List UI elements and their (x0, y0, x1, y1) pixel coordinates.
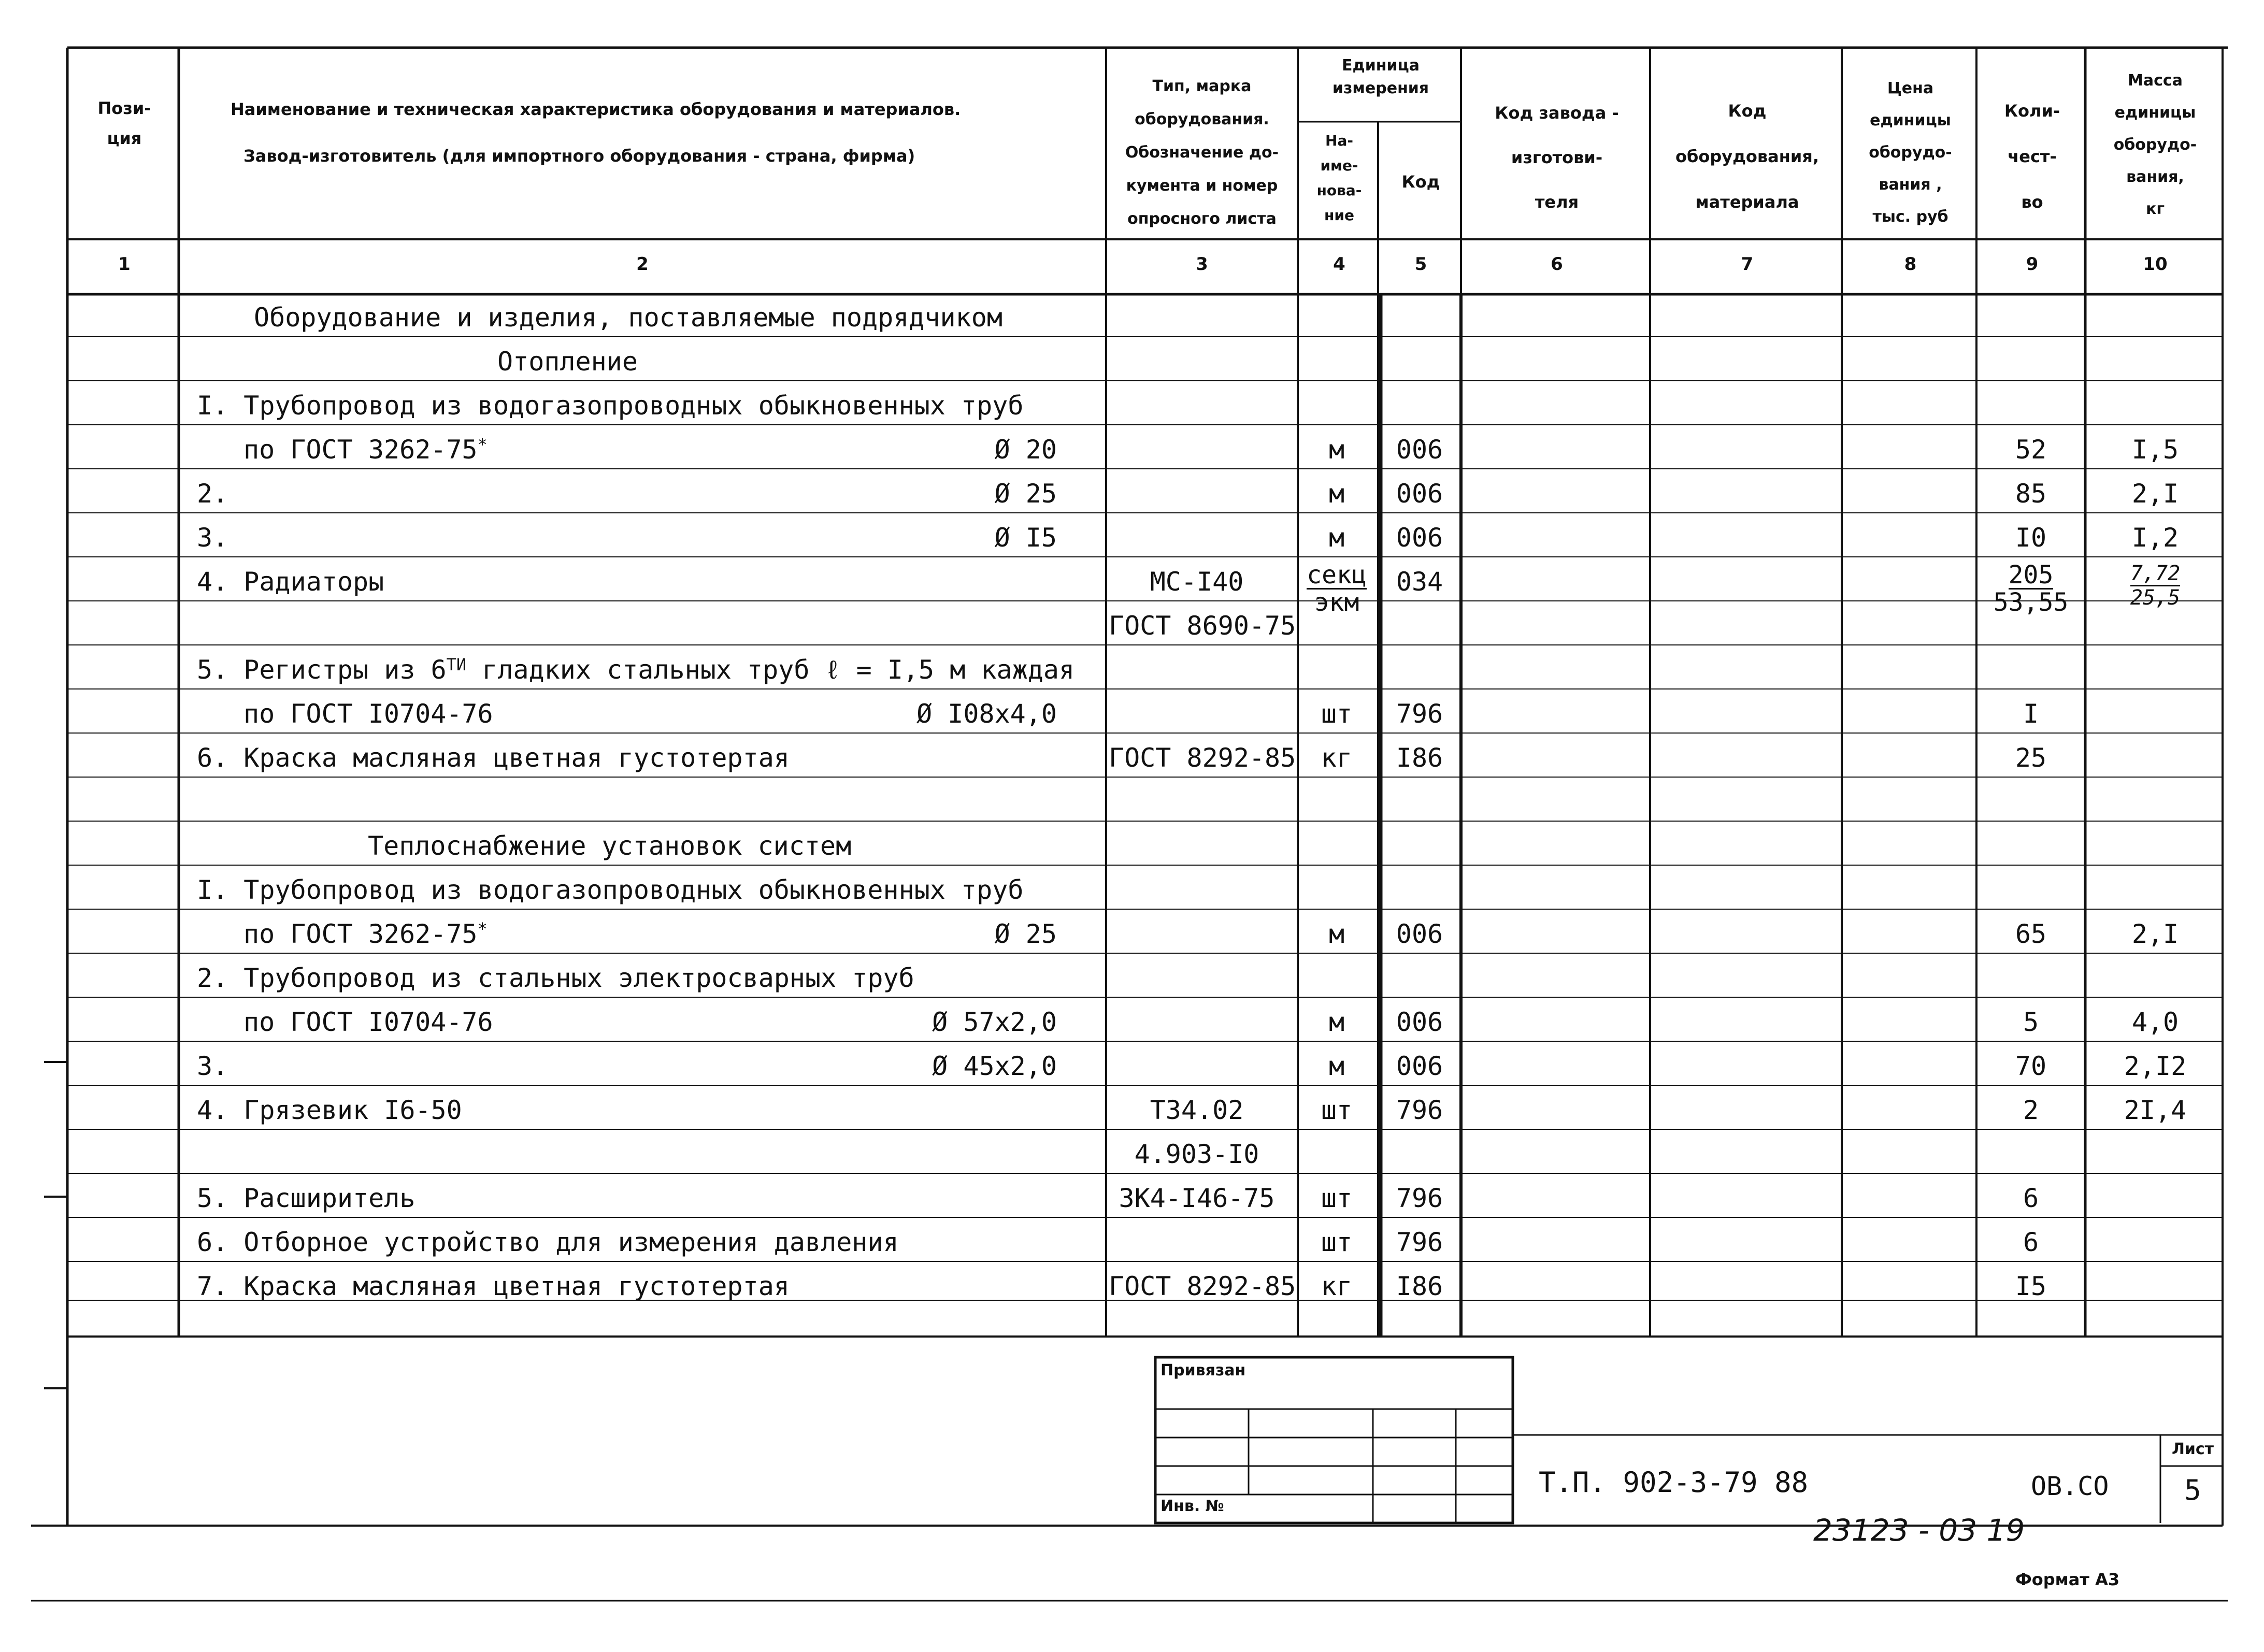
row-name: 5. Регистры из $6^{ТИ}$ гладких стальных труб ℓ = I,5 м каждая (197, 655, 1075, 685)
row-pipe-size: Ø 57х2,0 (932, 1007, 1057, 1037)
row-mass-bottom: 25,5 (2130, 586, 2181, 610)
row-name: 6. Краска масляная цветная густотертая (197, 743, 790, 773)
row-unit-code: 796 (1396, 1227, 1443, 1257)
col-number-7: 7 (1741, 254, 1754, 275)
row-quantity: I5 (2015, 1271, 2047, 1301)
row-pipe-size: Ø I08х4,0 (916, 699, 1057, 729)
row-unit-code: 796 (1396, 1095, 1443, 1125)
row-type: 4.903-I0 (1134, 1139, 1259, 1169)
row-name: 4. Грязевик I6-50 (197, 1095, 462, 1125)
row-quantity: 65 (2015, 919, 2047, 949)
row-unit: кг (1321, 743, 1353, 773)
row-unit-fraction (1295, 562, 1378, 615)
row-name: по ГОСТ I0704-76 (243, 699, 493, 729)
row-quantity-top: 205 (2008, 561, 2054, 590)
row-unit: шт (1321, 699, 1353, 729)
row-name: 4. Радиаторы (197, 567, 384, 597)
col-number-1: 1 (118, 254, 131, 275)
row-quantity: I (2023, 699, 2039, 729)
row-unit-code: 006 (1396, 435, 1443, 465)
row-quantity: 2 (2023, 1095, 2039, 1125)
row-name: 7. Краска масляная цветная густотертая (197, 1271, 790, 1301)
row-name: 5. Расширитель (197, 1183, 415, 1213)
row-mass: I,5 (2131, 435, 2179, 465)
row-unit-code: 796 (1396, 1183, 1443, 1213)
row-mass: I,2 (2131, 523, 2179, 553)
header-col5: Код (1401, 172, 1440, 192)
row-type: Т34.02 (1150, 1095, 1244, 1125)
row-quantity: 25 (2015, 743, 2047, 773)
row-type: ГОСТ 8690-75 (1109, 611, 1296, 641)
row-quantity: 52 (2015, 435, 2047, 465)
row-type: ГОСТ 8292-85 (1109, 1271, 1296, 1301)
row-name-superscript: * (477, 919, 488, 939)
header-col45-group: Единица измерения (1332, 56, 1429, 97)
header-col7: Код оборудования, материала (1675, 101, 1819, 212)
row-pipe-size: Ø 20 (994, 435, 1057, 465)
row-quantity-fraction (1984, 562, 2077, 615)
col-number-9: 9 (2026, 254, 2039, 275)
row-name: по ГОСТ 3262-75* (243, 435, 488, 465)
row-name: по ГОСТ I0704-76 (243, 1007, 493, 1037)
stamp-sheet-label: Лист (2171, 1440, 2214, 1458)
row-quantity: 5 (2023, 1007, 2039, 1037)
header-col1: Пози- ция (97, 98, 151, 148)
row-quantity: 85 (2015, 479, 2047, 509)
row-unit-top: секц (1307, 561, 1367, 590)
col-number-8: 8 (1904, 254, 1917, 275)
header-col6: Код завода - изготови- теля (1495, 103, 1619, 212)
header-col8: Цена единицы оборудо- вания , тыс. руб (1869, 79, 1952, 226)
row-name-tail: гладких стальных труб ℓ = I,5 м каждая (466, 655, 1075, 685)
row-unit-code: 006 (1396, 919, 1443, 949)
row-quantity: 6 (2023, 1227, 2039, 1257)
row-quantity: 70 (2015, 1051, 2047, 1081)
col-number-6: 6 (1551, 254, 1563, 275)
stamp-sheet-number: 5 (2184, 1474, 2201, 1506)
row-quantity-bottom: 53,55 (1993, 588, 2069, 617)
row-name: 6. Отборное устройство для измерения давления (197, 1227, 899, 1257)
row-unit-code: 034 (1396, 567, 1443, 597)
col-number-3: 3 (1196, 254, 1208, 275)
col-number-5: 5 (1414, 254, 1427, 275)
header-col3: Тип, марка оборудования. Обозначение до- кумента и номер опросного листа (1125, 77, 1279, 228)
row-type: МС-I40 (1150, 567, 1244, 597)
row-name: 3. (197, 1051, 228, 1081)
row-unit-code: 006 (1396, 1051, 1443, 1081)
row-mass: 2,I (2131, 479, 2179, 509)
row-unit-code: 006 (1396, 1007, 1443, 1037)
row-type: ГОСТ 8292-85 (1109, 743, 1296, 773)
row-name: I. Трубопровод из водогазопроводных обыкновенных труб (197, 391, 1024, 421)
header-col2-line1: Наименование и техническая характеристика оборудования и материалов. (231, 99, 961, 119)
row-unit-code: 006 (1396, 479, 1443, 509)
row-name-superscript: * (477, 435, 488, 454)
row-quantity: 6 (2023, 1183, 2039, 1213)
row-unit-bottom: экм (1314, 588, 1359, 617)
row-name: 2. Трубопровод из стальных электросварных труб (197, 963, 914, 993)
row-unit: шт (1321, 1183, 1353, 1213)
row-name: Оборудование и изделия, поставляемые подрядчиком (254, 303, 1002, 333)
header-col2-line2: Завод-изготовитель (для импортного оборудования - страна, фирма) (243, 146, 915, 166)
row-name: 2. (197, 479, 228, 509)
document-code: Т.П. 902-3-79 88 (1539, 1466, 1809, 1499)
row-unit-code: 006 (1396, 523, 1443, 553)
row-mass: 2I,4 (2124, 1095, 2187, 1125)
row-unit: м (1328, 1051, 1345, 1081)
row-type: ЗК4-I46-75 (1119, 1183, 1275, 1213)
row-mass-top: 7,72 (2130, 562, 2181, 585)
row-pipe-size: Ø 45х2,0 (932, 1051, 1057, 1081)
header-col4: На- име- нова- ние (1316, 132, 1362, 224)
row-mass-fraction (2088, 562, 2223, 609)
format-label: Формат А3 (2015, 1570, 2120, 1589)
row-quantity: I0 (2015, 523, 2047, 553)
header-col9: Коли- чест- во (2004, 101, 2060, 212)
row-name: Отопление (497, 347, 638, 377)
row-unit-code: I86 (1396, 743, 1443, 773)
row-unit: м (1328, 479, 1345, 509)
row-name: Теплоснабжение установок систем (368, 831, 852, 861)
row-pipe-size: Ø I5 (994, 523, 1057, 553)
row-name-superscript: ТИ (446, 655, 467, 674)
header-col10: Масса единицы оборудо- вания, кг (2113, 71, 2197, 218)
row-unit: шт (1321, 1095, 1353, 1125)
row-pipe-size: Ø 25 (994, 919, 1057, 949)
col-number-4: 4 (1333, 254, 1345, 275)
row-unit: м (1328, 1007, 1345, 1037)
stamp-inv: Инв. № (1160, 1497, 1224, 1515)
row-mass: 2,I2 (2124, 1051, 2187, 1081)
row-unit: м (1328, 919, 1345, 949)
col-number-2: 2 (636, 254, 649, 275)
col-number-10: 10 (2143, 254, 2168, 275)
row-pipe-size: Ø 25 (994, 479, 1057, 509)
row-unit: кг (1321, 1271, 1353, 1301)
document-mark: ОВ.СО (2031, 1471, 2109, 1501)
row-unit-code: 796 (1396, 699, 1443, 729)
row-unit-code: I86 (1396, 1271, 1443, 1301)
row-name: I. Трубопровод из водогазопроводных обыкновенных труб (197, 875, 1024, 905)
row-name: 3. (197, 523, 228, 553)
row-unit: м (1328, 523, 1345, 553)
row-mass: 2,I (2131, 919, 2179, 949)
row-mass: 4,0 (2131, 1007, 2179, 1037)
row-name: по ГОСТ 3262-75* (243, 919, 488, 949)
stamp-attached: Привязан (1160, 1361, 1246, 1380)
row-unit: м (1328, 435, 1345, 465)
row-unit: шт (1321, 1227, 1353, 1257)
handwritten-number: 23123 - 03 19 (1813, 1513, 2025, 1548)
